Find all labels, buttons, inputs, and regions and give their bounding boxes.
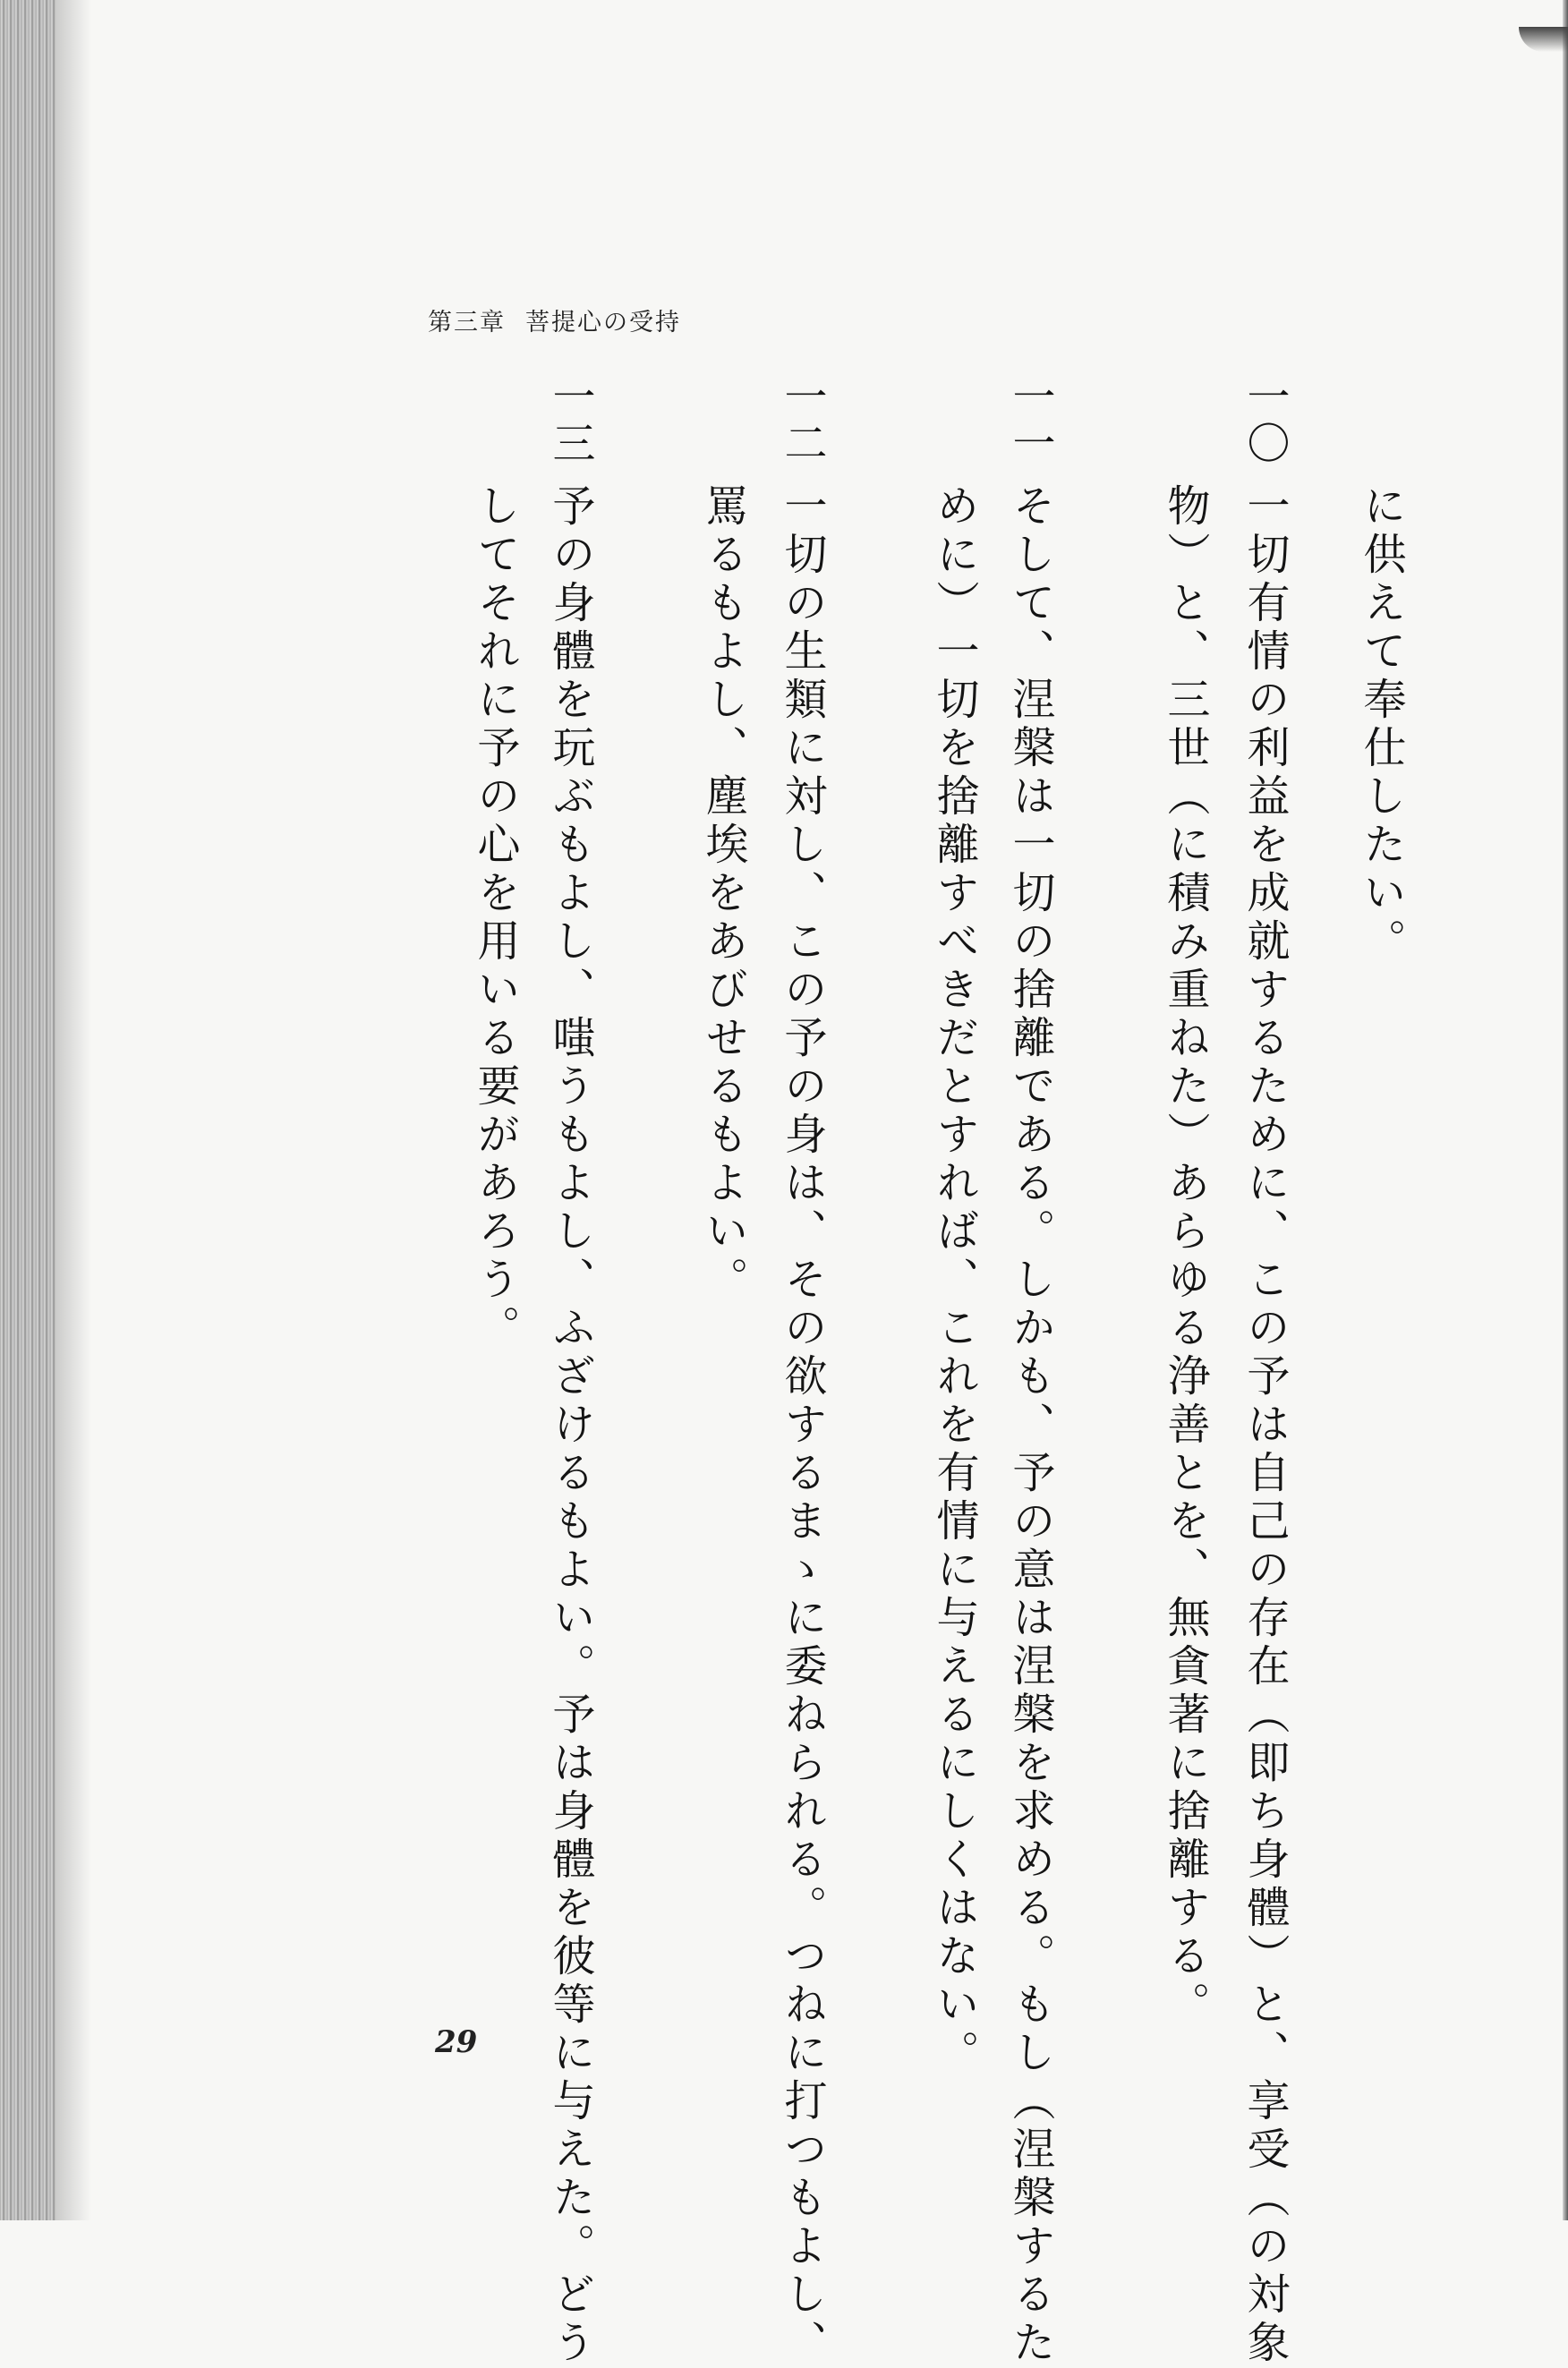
text-column-2: 一切有情の利益を成就するために、この予は自己の存在（即ち身體）と、享受（の対象 [1240, 483, 1290, 2368]
verse-number-12: 一二 [777, 374, 827, 467]
verse-number-13: 一三 [545, 374, 595, 467]
verse-number-10: 一〇 [1240, 374, 1290, 467]
page-number: 29 [435, 2024, 478, 2060]
text-column-5: めに）一切を捨離すべきだとすれば、これを有情に与えるにしくはない。 [929, 483, 979, 2078]
text-column-4: そして、涅槃は一切の捨離である。しかも、予の意は涅槃を求める。もし（涅槃するた [1005, 483, 1055, 2368]
text-column-9: してそれに予の心を用いる要があろう。 [470, 483, 520, 1353]
running-head-title: 菩提心の受持 [525, 309, 681, 336]
text-column-7: 罵るもよし、塵埃をあびせるもよい。 [698, 483, 748, 1305]
scan-gutter-left [0, 0, 55, 2220]
text-column-8: 予の身體を玩ぶもよし、嗤うもよし、ふざけるもよい。予は身體を彼等に与えた。どう [545, 483, 595, 2368]
text-column-3: 物）と、三世（に積み重ねた）あらゆる浄善とを、無貪著に捨離する。 [1160, 483, 1210, 2030]
running-head [428, 302, 681, 337]
text-column-6: 一切の生類に対し、この予の身は、その欲するまゝに委ねられる。つねに打つもよし、 [777, 483, 827, 2368]
text-column-1: に供えて奉仕したい。 [1356, 483, 1406, 967]
verse-number-11: 一一 [1005, 374, 1055, 467]
scan-gutter-shadow [55, 0, 91, 2220]
running-head-chapter: 第三章 [428, 309, 506, 336]
scan-edge-right [1563, 0, 1568, 2220]
scan-edge-corner [1519, 27, 1568, 52]
